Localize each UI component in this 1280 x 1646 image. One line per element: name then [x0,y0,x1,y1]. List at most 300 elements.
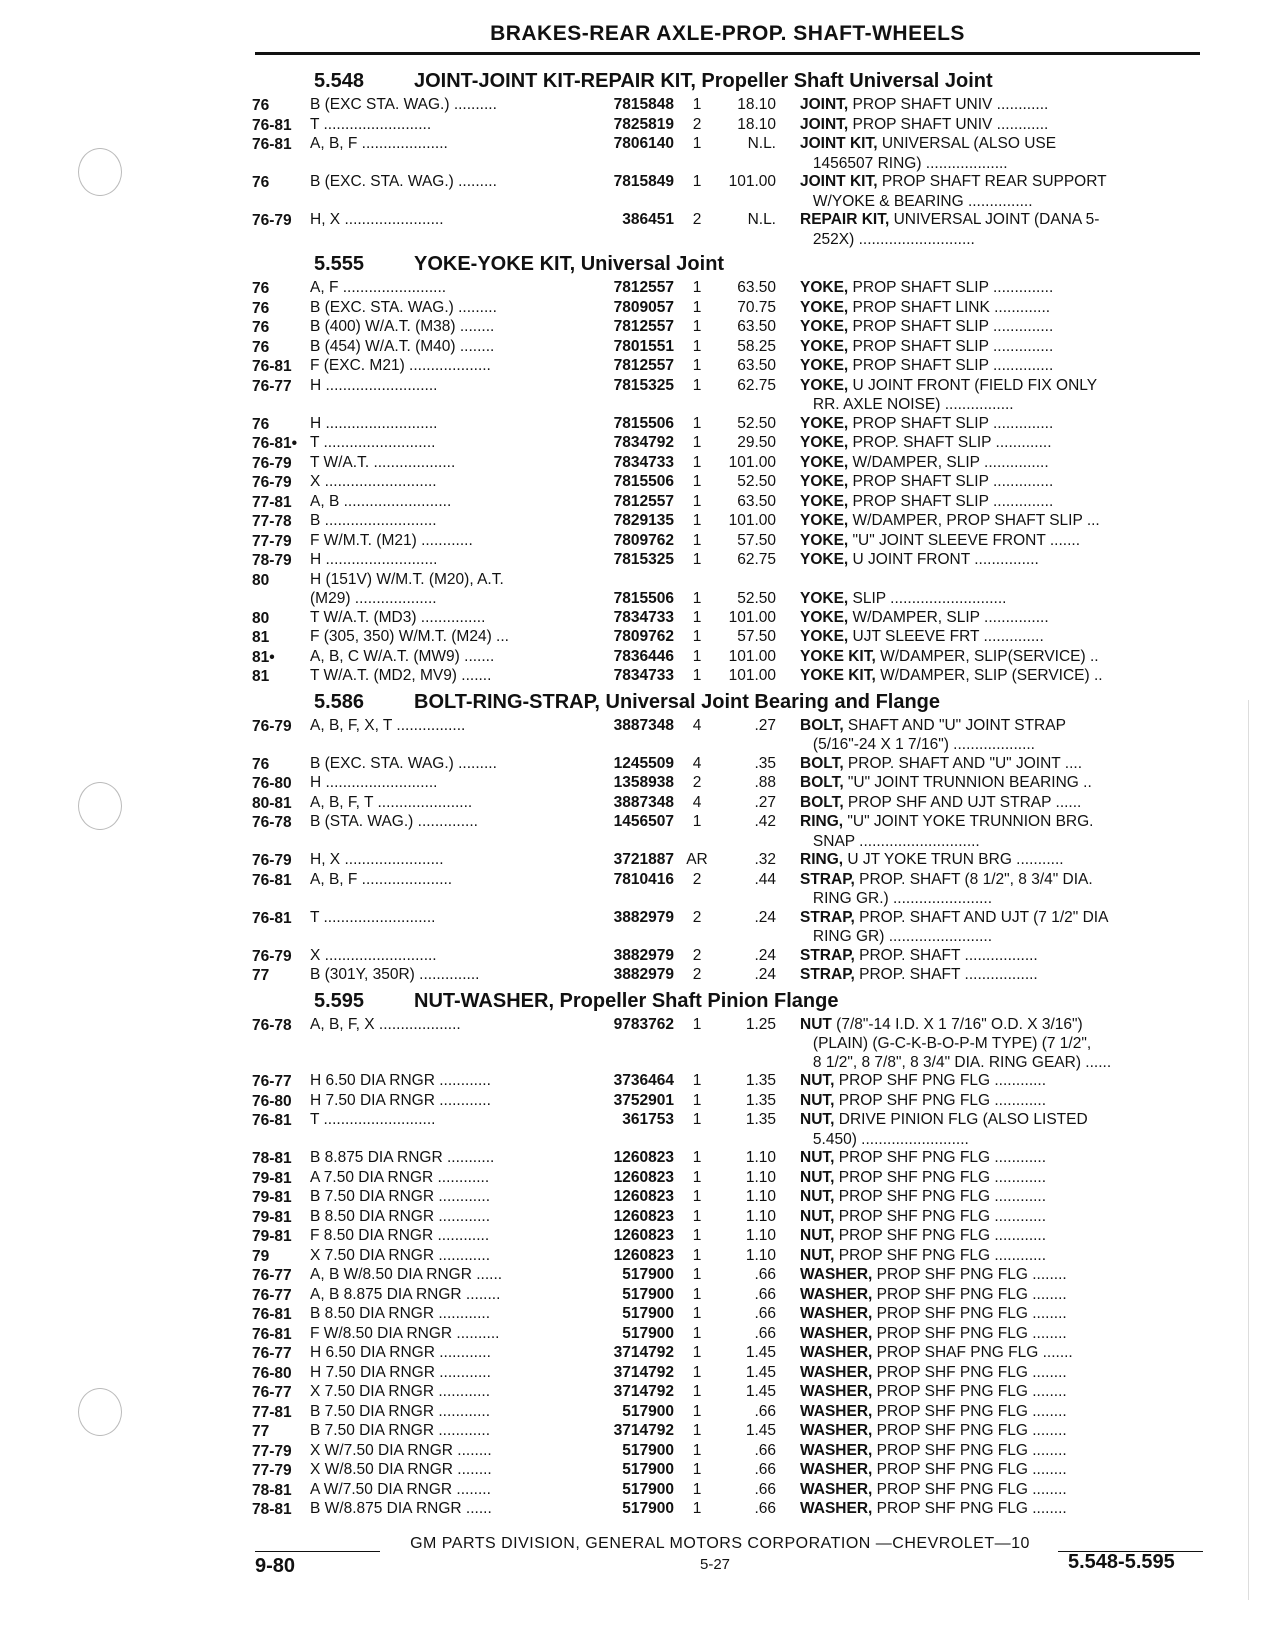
quantity: 1 [692,1207,702,1225]
parts-row [252,966,1204,986]
quantity: 2 [692,774,702,791]
model-application: B 8.50 DIA RNGR ............ [310,1207,491,1225]
model-application: H .......................... [310,414,438,432]
price [720,1131,776,1150]
parts-row [252,1227,1204,1247]
model-year: 81 [252,629,270,646]
quantity: 1 [692,1383,702,1400]
part-description [776,1092,1204,1112]
part-number: 7806140 [613,135,674,152]
model-application: F (305, 350) W/M.T. (M24) ... [310,628,509,645]
quantity: 1 [692,1344,702,1361]
part-noun: STRAP, [800,966,855,983]
part-number: 1260823 [613,1207,674,1225]
part-number: 517900 [622,1402,674,1420]
part-description [776,1035,1204,1054]
part-detail: PROP SHF PNG FLG ............ [834,1091,1047,1109]
part-number: 517900 [622,1480,674,1498]
model-application: B (400) W/A.T. (M38) ........ [310,318,495,335]
quantity: 1 [692,1500,702,1517]
part-description [776,1208,1204,1228]
model-year: 80 [252,571,270,589]
parts-row [252,774,1204,794]
parts-listing [252,66,1204,1520]
quantity: 1 [692,813,702,830]
quantity: 1 [692,531,702,549]
quantity: 1 [692,298,702,316]
model-year [252,396,310,415]
model-year [252,1054,310,1073]
section-number: 5.595 [314,989,365,1012]
quantity: 1 [692,1015,702,1033]
model-application [310,736,582,755]
part-noun: WASHER, [800,1305,873,1322]
quantity: 1 [692,1266,702,1283]
part-detail: PROP SHF PNG FLG ........ [872,1461,1067,1478]
part-noun: JOINT, [800,115,849,133]
model-year: 77-79 [252,1442,292,1460]
parts-row [252,628,1204,648]
part-description [776,96,1204,116]
price [720,571,776,591]
parts-row [252,512,1204,532]
price: 57.50 [737,531,776,549]
model-application: F (EXC. M21) ................... [310,357,491,374]
model-year: 76 [252,299,270,317]
part-detail: PROP SHF PNG FLG ........ [872,1266,1067,1283]
part-number: 3714792 [613,1422,674,1439]
model-application: A, B W/8.50 DIA RNGR ...... [310,1266,503,1283]
part-detail: SHAFT AND "U" JOINT STRAP [843,716,1066,734]
model-year [252,193,310,212]
part-description [776,871,1204,891]
parts-row [252,135,1204,155]
price: 52.50 [737,414,776,432]
model-application: X W/7.50 DIA RNGR ........ [310,1441,492,1459]
part-number [582,193,674,212]
quantity: 1 [692,1402,702,1420]
price: .66 [754,1266,776,1283]
model-year [252,1035,310,1054]
section-name: JOINT-JOINT KIT-REPAIR KIT, [414,70,696,92]
part-number: 7812557 [613,318,674,335]
part-noun: NUT, [800,1091,835,1109]
part-detail: 1456507 RING) ................... [800,154,1008,172]
model-application: B (EXC. STA. WAG.) ......... [310,173,497,190]
part-noun: YOKE, [800,298,849,316]
model-year: 78-79 [252,552,292,569]
part-noun: STRAP, [800,870,855,888]
model-application: H .......................... [310,774,438,791]
parts-row [252,1169,1204,1189]
part-description [776,1266,1204,1286]
part-description [776,833,1204,852]
part-number: 7812557 [613,357,674,374]
parts-row [252,96,1204,116]
part-description [776,794,1204,814]
model-year: 76-80 [252,1092,292,1110]
part-noun: YOKE, [800,318,849,335]
model-application: X 7.50 DIA RNGR ............ [310,1383,491,1400]
section-title [252,986,1204,1016]
part-description [776,193,1204,212]
part-noun: BOLT, [800,754,844,772]
model-year: 76-79 [252,852,292,869]
part-number: 3714792 [613,1344,674,1361]
part-noun: WASHER, [800,1422,873,1439]
parts-row [252,890,1204,909]
model-year: 76-81 [252,909,292,927]
model-application [310,928,582,947]
footer-date: 9-80 [255,1555,296,1577]
part-detail: U JOINT FRONT (FIELD FIX ONLY [848,376,1098,394]
part-number: 517900 [622,1285,674,1303]
model-year: 76-77 [252,1345,292,1362]
part-detail: PROP. SHAFT ................. [854,966,1038,983]
quantity: 1 [692,173,702,190]
parts-row [252,231,1204,250]
model-year: 76-80 [252,775,292,792]
part-noun: NUT, [800,1188,835,1205]
part-number: 7815506 [613,590,674,607]
part-number: 1245509 [613,754,674,772]
part-description [776,512,1204,532]
price: 70.75 [737,298,776,316]
quantity: 1 [692,135,702,152]
model-application: A, B 8.875 DIA RNGR ........ [310,1285,501,1303]
part-description [776,909,1204,929]
part-detail: UNIVERSAL JOINT (DANA 5- [889,211,1100,228]
quantity [674,193,720,212]
part-description [776,1500,1204,1520]
price [720,396,776,415]
part-noun: BOLT, [800,716,844,734]
parts-row [252,1247,1204,1267]
header-rule [255,52,1200,55]
part-description [776,1131,1204,1150]
quantity: 1 [692,318,702,335]
parts-row [252,1208,1204,1228]
model-application [310,396,582,415]
part-number [582,1131,674,1150]
part-noun: YOKE, [800,453,849,471]
part-number [582,890,674,909]
part-description [776,609,1204,629]
price: 1.10 [745,1207,776,1225]
parts-row [252,1325,1204,1345]
model-application: B W/8.875 DIA RNGR ...... [310,1500,492,1517]
part-number: 1260823 [613,1246,674,1264]
part-detail: PROP SHF PNG FLG ........ [872,1422,1067,1439]
price: .32 [754,851,776,868]
footer-publisher: GM PARTS DIVISION, GENERAL MOTORS CORPORATION —CHEVROLET—10 [410,1535,1030,1552]
parts-row [252,1054,1204,1073]
model-year [252,155,310,174]
model-year: 76-79 [252,212,292,229]
model-application: H, X ....................... [310,851,444,868]
part-description [776,571,1204,591]
part-number: 7815506 [613,473,674,490]
part-noun: YOKE, [800,531,849,549]
section-description: Propeller Shaft Universal Joint [695,70,993,92]
price [720,231,776,250]
model-application: F W/M.T. (M21) ............ [310,531,473,549]
price [720,833,776,852]
quantity: 1 [692,628,702,645]
section-description: Universal Joint Bearing and Flange [599,690,941,713]
price: 62.75 [737,376,776,394]
price: .24 [754,946,776,964]
part-detail: W/YOKE & BEARING ............... [800,192,1033,210]
part-noun: YOKE, [800,473,849,490]
part-number [582,155,674,174]
price: .42 [754,813,776,830]
model-year: 76-78 [252,814,292,831]
model-application: B 7.50 DIA RNGR ............ [310,1188,491,1205]
part-noun: YOKE, [800,628,849,645]
model-year: 76-79 [252,454,292,472]
part-noun: WASHER, [800,1285,873,1303]
model-year: 78-81 [252,1150,292,1167]
footer-rule-left [255,1551,380,1552]
model-year: 76-77 [252,377,292,395]
parts-row [252,116,1204,136]
price: 57.50 [737,628,776,645]
part-number [582,1054,674,1073]
part-noun: BOLT, [800,793,844,811]
model-application: B 8.875 DIA RNGR ........... [310,1149,495,1166]
quantity [674,833,720,852]
part-description [776,473,1204,493]
parts-row [252,1188,1204,1208]
price: 63.50 [737,357,776,374]
model-year: 76-81 [252,1112,292,1129]
part-noun: STRAP, [800,908,855,926]
model-application: (M29) ................... [310,590,437,607]
part-number: 7815849 [613,173,674,190]
model-year: 78-81 [252,1501,292,1518]
model-year: 76 [252,755,270,773]
parts-row [252,1383,1204,1403]
part-number: 3882979 [613,908,674,926]
price: .66 [754,1305,776,1322]
part-description [776,813,1204,833]
part-detail: UNIVERSAL (ALSO USE [877,135,1057,152]
parts-row [252,551,1204,571]
quantity: 1 [692,647,702,665]
price: 1.10 [745,1149,776,1166]
part-detail: PROP SHF PNG FLG ............ [834,1188,1047,1205]
part-detail: W/DAMPER, SLIP ............... [848,608,1049,626]
part-detail: PROP SHAFT UNIV ............ [848,96,1049,113]
part-detail: PROP SHF PNG FLG ............ [834,1149,1047,1166]
part-detail: W/DAMPER, SLIP(SERVICE) .. [875,647,1099,665]
quantity: 1 [692,1305,702,1322]
model-application [310,1054,582,1073]
part-description [776,1149,1204,1169]
model-application: B .......................... [310,512,437,529]
model-application: H 7.50 DIA RNGR ............ [310,1363,491,1381]
part-detail: PROP SHF PNG FLG ............ [834,1072,1047,1089]
model-year: 81 [252,668,270,685]
part-description [776,1344,1204,1364]
part-noun: YOKE KIT, [800,667,876,684]
price: 52.50 [737,473,776,490]
parts-row [252,1035,1204,1054]
parts-row [252,1092,1204,1112]
punch-hole [78,782,122,830]
price: N.L. [747,211,776,228]
quantity: 1 [692,1461,702,1478]
part-number: 7834733 [613,608,674,626]
model-application: A, B, F ..................... [310,870,453,888]
model-year: 76-81 [252,871,292,889]
model-year: 79-81 [252,1189,292,1206]
part-detail: W/DAMPER, PROP SHAFT SLIP ... [848,512,1100,529]
part-detail: "U" JOINT TRUNNION BEARING .. [843,774,1092,791]
model-year: 76 [252,174,270,191]
price: .66 [754,1480,776,1498]
quantity: 1 [692,434,702,451]
part-noun: WASHER, [800,1344,873,1361]
price [720,1035,776,1054]
parts-row [252,338,1204,358]
parts-row [252,609,1204,629]
part-detail: SNAP ............................ [800,832,980,850]
model-application: B 7.50 DIA RNGR ............ [310,1422,491,1439]
parts-row [252,794,1204,814]
part-detail: 252X) ........................... [800,230,975,248]
price: 1.10 [745,1227,776,1244]
part-description [776,966,1204,986]
quantity: 1 [692,1480,702,1498]
part-detail: PROP SHAFT SLIP .............. [848,318,1054,335]
part-detail: W/DAMPER, SLIP ............... [848,453,1049,471]
quantity: 4 [692,716,702,734]
part-noun: STRAP, [800,946,855,964]
price: .44 [754,870,776,888]
part-number [582,833,674,852]
part-detail: PROP. SHAFT SLIP ............. [848,434,1052,451]
price: .35 [754,754,776,772]
quantity [674,1054,720,1073]
footer-section-range: 5.548-5.595 [1068,1551,1175,1573]
model-year: 76-81 [252,358,292,375]
parts-row [252,871,1204,891]
parts-row [252,396,1204,415]
part-number: 7834733 [613,667,674,684]
part-number: 7812557 [613,279,674,296]
model-year [252,928,310,947]
parts-row [252,851,1204,871]
part-noun: WASHER, [800,1441,873,1459]
part-number: 517900 [622,1441,674,1459]
part-number: 1358938 [613,774,674,791]
model-year: 76 [252,280,270,297]
part-description [776,551,1204,571]
parts-row [252,1442,1204,1462]
part-description [776,928,1204,947]
model-application [310,155,582,174]
part-noun: NUT, [800,1072,835,1089]
model-year: 79-81 [252,1169,292,1187]
model-application: F W/8.50 DIA RNGR .......... [310,1324,500,1342]
model-application: B 8.50 DIA RNGR ............ [310,1305,491,1322]
part-description [776,1403,1204,1423]
section-title [252,687,1204,717]
part-description [776,1481,1204,1501]
part-description [776,1111,1204,1131]
part-description [776,377,1204,397]
model-year: 80-81 [252,794,292,812]
quantity: 1 [692,1072,702,1089]
part-description [776,1188,1204,1208]
quantity: 2 [692,946,702,964]
model-application: B 7.50 DIA RNGR ............ [310,1402,491,1420]
model-year: 76-80 [252,1364,292,1382]
model-year: 79-81 [252,1228,292,1245]
part-detail: DRIVE PINION FLG (ALSO LISTED [834,1111,1088,1128]
part-number: 1456507 [613,813,674,830]
part-noun: WASHER, [800,1383,873,1400]
model-year: 79 [252,1247,270,1265]
quantity [674,1035,720,1054]
price: .88 [754,774,776,791]
model-application: X .......................... [310,946,437,964]
part-number: 7809057 [613,298,674,316]
part-description [776,717,1204,737]
price: .66 [754,1461,776,1478]
part-number: 7801551 [613,337,674,355]
part-number: 7815506 [613,414,674,432]
part-description [776,155,1204,174]
part-noun: NUT, [800,1111,835,1128]
part-description [776,1169,1204,1189]
part-number: 3736464 [613,1072,674,1089]
price: 1.45 [745,1422,776,1439]
model-year: 76-81• [252,435,298,452]
parts-row [252,193,1204,212]
parts-row [252,571,1204,591]
model-application: A, B, F, X ................... [310,1015,461,1033]
part-description [776,493,1204,513]
part-detail: U JT YOKE TRUN BRG ........... [843,851,1064,868]
part-noun: YOKE, [800,492,849,510]
part-description [776,774,1204,794]
quantity: 1 [692,1324,702,1342]
part-number: 7809762 [613,628,674,645]
part-number: 1260823 [613,1227,674,1244]
parts-row [252,648,1204,668]
part-number: 1260823 [613,1188,674,1205]
part-number: 7809762 [613,531,674,549]
price: 62.75 [737,551,776,568]
parts-row [252,1111,1204,1131]
catalog-section [252,986,1204,1520]
parts-row [252,1461,1204,1481]
part-detail: PROP SHAF PNG FLG ....... [872,1344,1073,1361]
model-application: A, B, F, T ...................... [310,793,473,811]
parts-row [252,813,1204,833]
parts-row [252,1286,1204,1306]
part-number: 3882979 [613,966,674,983]
part-noun: YOKE, [800,279,849,296]
quantity: 1 [692,414,702,432]
model-year: 78-81 [252,1481,292,1499]
parts-row [252,173,1204,193]
model-application: B (EXC. STA. WAG.) ......... [310,754,497,772]
model-year: 76-79 [252,947,292,965]
